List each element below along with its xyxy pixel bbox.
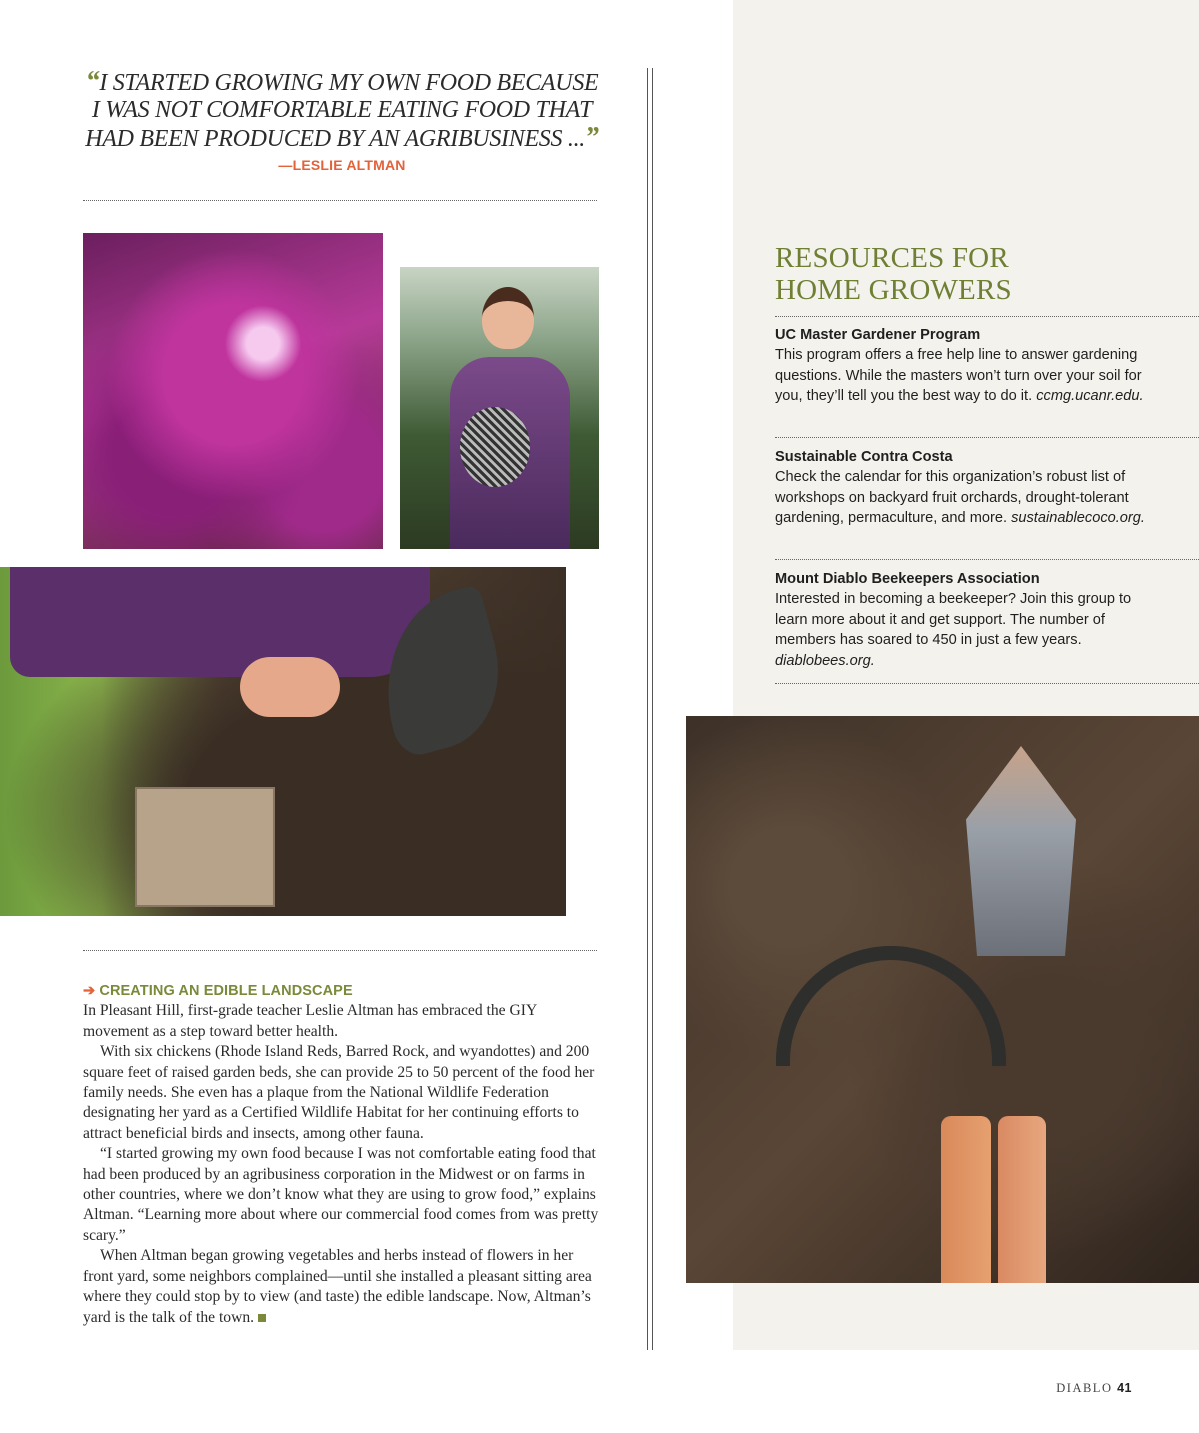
pull-quote-text-block: [83, 68, 601, 153]
article-paragraph: With six chickens (Rhode Island Reds, Barred Rock, and wyandottes) and 200 square feet of raised garden beds, she can provide 25 to 50 percent of the food her family needs. She even has a plaque from the National Wildlife Federation designating her yard as a Certified Wildlife Habitat for her continuing efforts to attract beneficial birds and insects, among other fauna.: [83, 1043, 595, 1142]
end-mark-icon: [258, 1314, 266, 1322]
close-quote-mark: ”: [585, 122, 599, 153]
divider-top: [83, 200, 597, 201]
pull-quote: [83, 68, 601, 173]
sidebar-title: [775, 242, 1155, 306]
tool-handle-right: [998, 1116, 1046, 1283]
page-footer: [1056, 1381, 1132, 1396]
hand: [240, 657, 340, 717]
open-quote-mark: “: [85, 66, 100, 97]
resource-item: [775, 325, 1145, 407]
column-divider: [647, 68, 653, 1350]
article-paragraph: “I started growing my own food because I was not comfortable eating food that had been produced by an agribusiness corporation in the Midwest or on farms in other countries, where we don’t know what they are using to grow food,” explains Altman. “Learning more about where our commercial food comes from was pretty scary.”: [83, 1145, 599, 1244]
pull-quote-attribution: —LESLIE ALTMAN: [278, 157, 406, 173]
trowel: [966, 746, 1076, 956]
sidebar-divider: [775, 316, 1199, 317]
article-paragraph-last: [83, 1246, 599, 1328]
resource-item: [775, 569, 1145, 671]
article-paragraph: In Pleasant Hill, first-grade teacher Leslie Altman has embraced the GIY movement as a step toward better health.: [83, 1002, 537, 1040]
resource-title: UC Master Gardener Program: [775, 327, 981, 343]
resource-body: Interested in becoming a beekeeper? Join this group to learn more about it and get support. The number of members has soared to 450 in just a few years.: [775, 591, 1132, 649]
resource-link[interactable]: ccmg.ucanr.edu.: [1036, 388, 1144, 405]
resource-title: Mount Diablo Beekeepers Association: [775, 571, 1040, 587]
resource-item: [775, 447, 1145, 529]
sidebar-title-line2: HOME GROWERS: [775, 274, 1012, 306]
resource-body: This program offers a free help line to answer gardening questions. While the masters won’t turn over your soil for you, they’ll tell you the best way to do it.: [775, 347, 1142, 405]
article-heading: [83, 981, 599, 1001]
resource-title: Sustainable Contra Costa: [775, 449, 953, 465]
bricks: [135, 787, 275, 907]
page-number: 41: [1117, 1381, 1132, 1395]
sidebar-title-line1: RESOURCES FOR: [775, 242, 1009, 274]
tool-handle-left: [941, 1116, 991, 1283]
hand-hoe: [776, 946, 1006, 1066]
chicken: [460, 407, 530, 487]
magazine-name: DIABLO: [1056, 1381, 1113, 1395]
kale-photo: [83, 233, 383, 549]
arrow-icon: ➔: [83, 983, 96, 999]
resource-body: Check the calendar for this organization’s robust list of workshops on backyard fruit orchards, drought-tolerant gardening, permaculture, and more.: [775, 469, 1129, 527]
resource-link[interactable]: diablobees.org.: [775, 652, 875, 669]
article: [83, 981, 599, 1328]
sidebar-divider: [775, 559, 1199, 560]
resource-link[interactable]: sustainablecoco.org.: [1011, 510, 1145, 527]
sidebar-divider: [775, 683, 1199, 684]
sidebar-divider: [775, 437, 1199, 438]
divider-article: [83, 950, 597, 951]
garden-tools-photo: [686, 716, 1199, 1283]
woman-head: [482, 287, 534, 349]
article-paragraph-text: When Altman began growing vegetables and herbs instead of flowers in her front yard, some neighbors complained—until she installed a pleasant sitting area where they could stop by to view (and taste) the edible landscape. Now, Altman’s yard is the talk of the town.: [83, 1247, 592, 1326]
woman-figure: [440, 287, 570, 549]
portrait-photo: [400, 267, 599, 549]
article-heading-text: CREATING AN EDIBLE LANDSCAPE: [99, 983, 353, 999]
arm: [10, 567, 430, 677]
pull-quote-text: I STARTED GROWING MY OWN FOOD BECAUSE I WAS NOT COMFORTABLE EATING FOOD THAT HAD BEEN PRODUCED BY AN AGRIBUSINESS ...: [85, 70, 599, 152]
gardening-photo: [0, 567, 566, 916]
